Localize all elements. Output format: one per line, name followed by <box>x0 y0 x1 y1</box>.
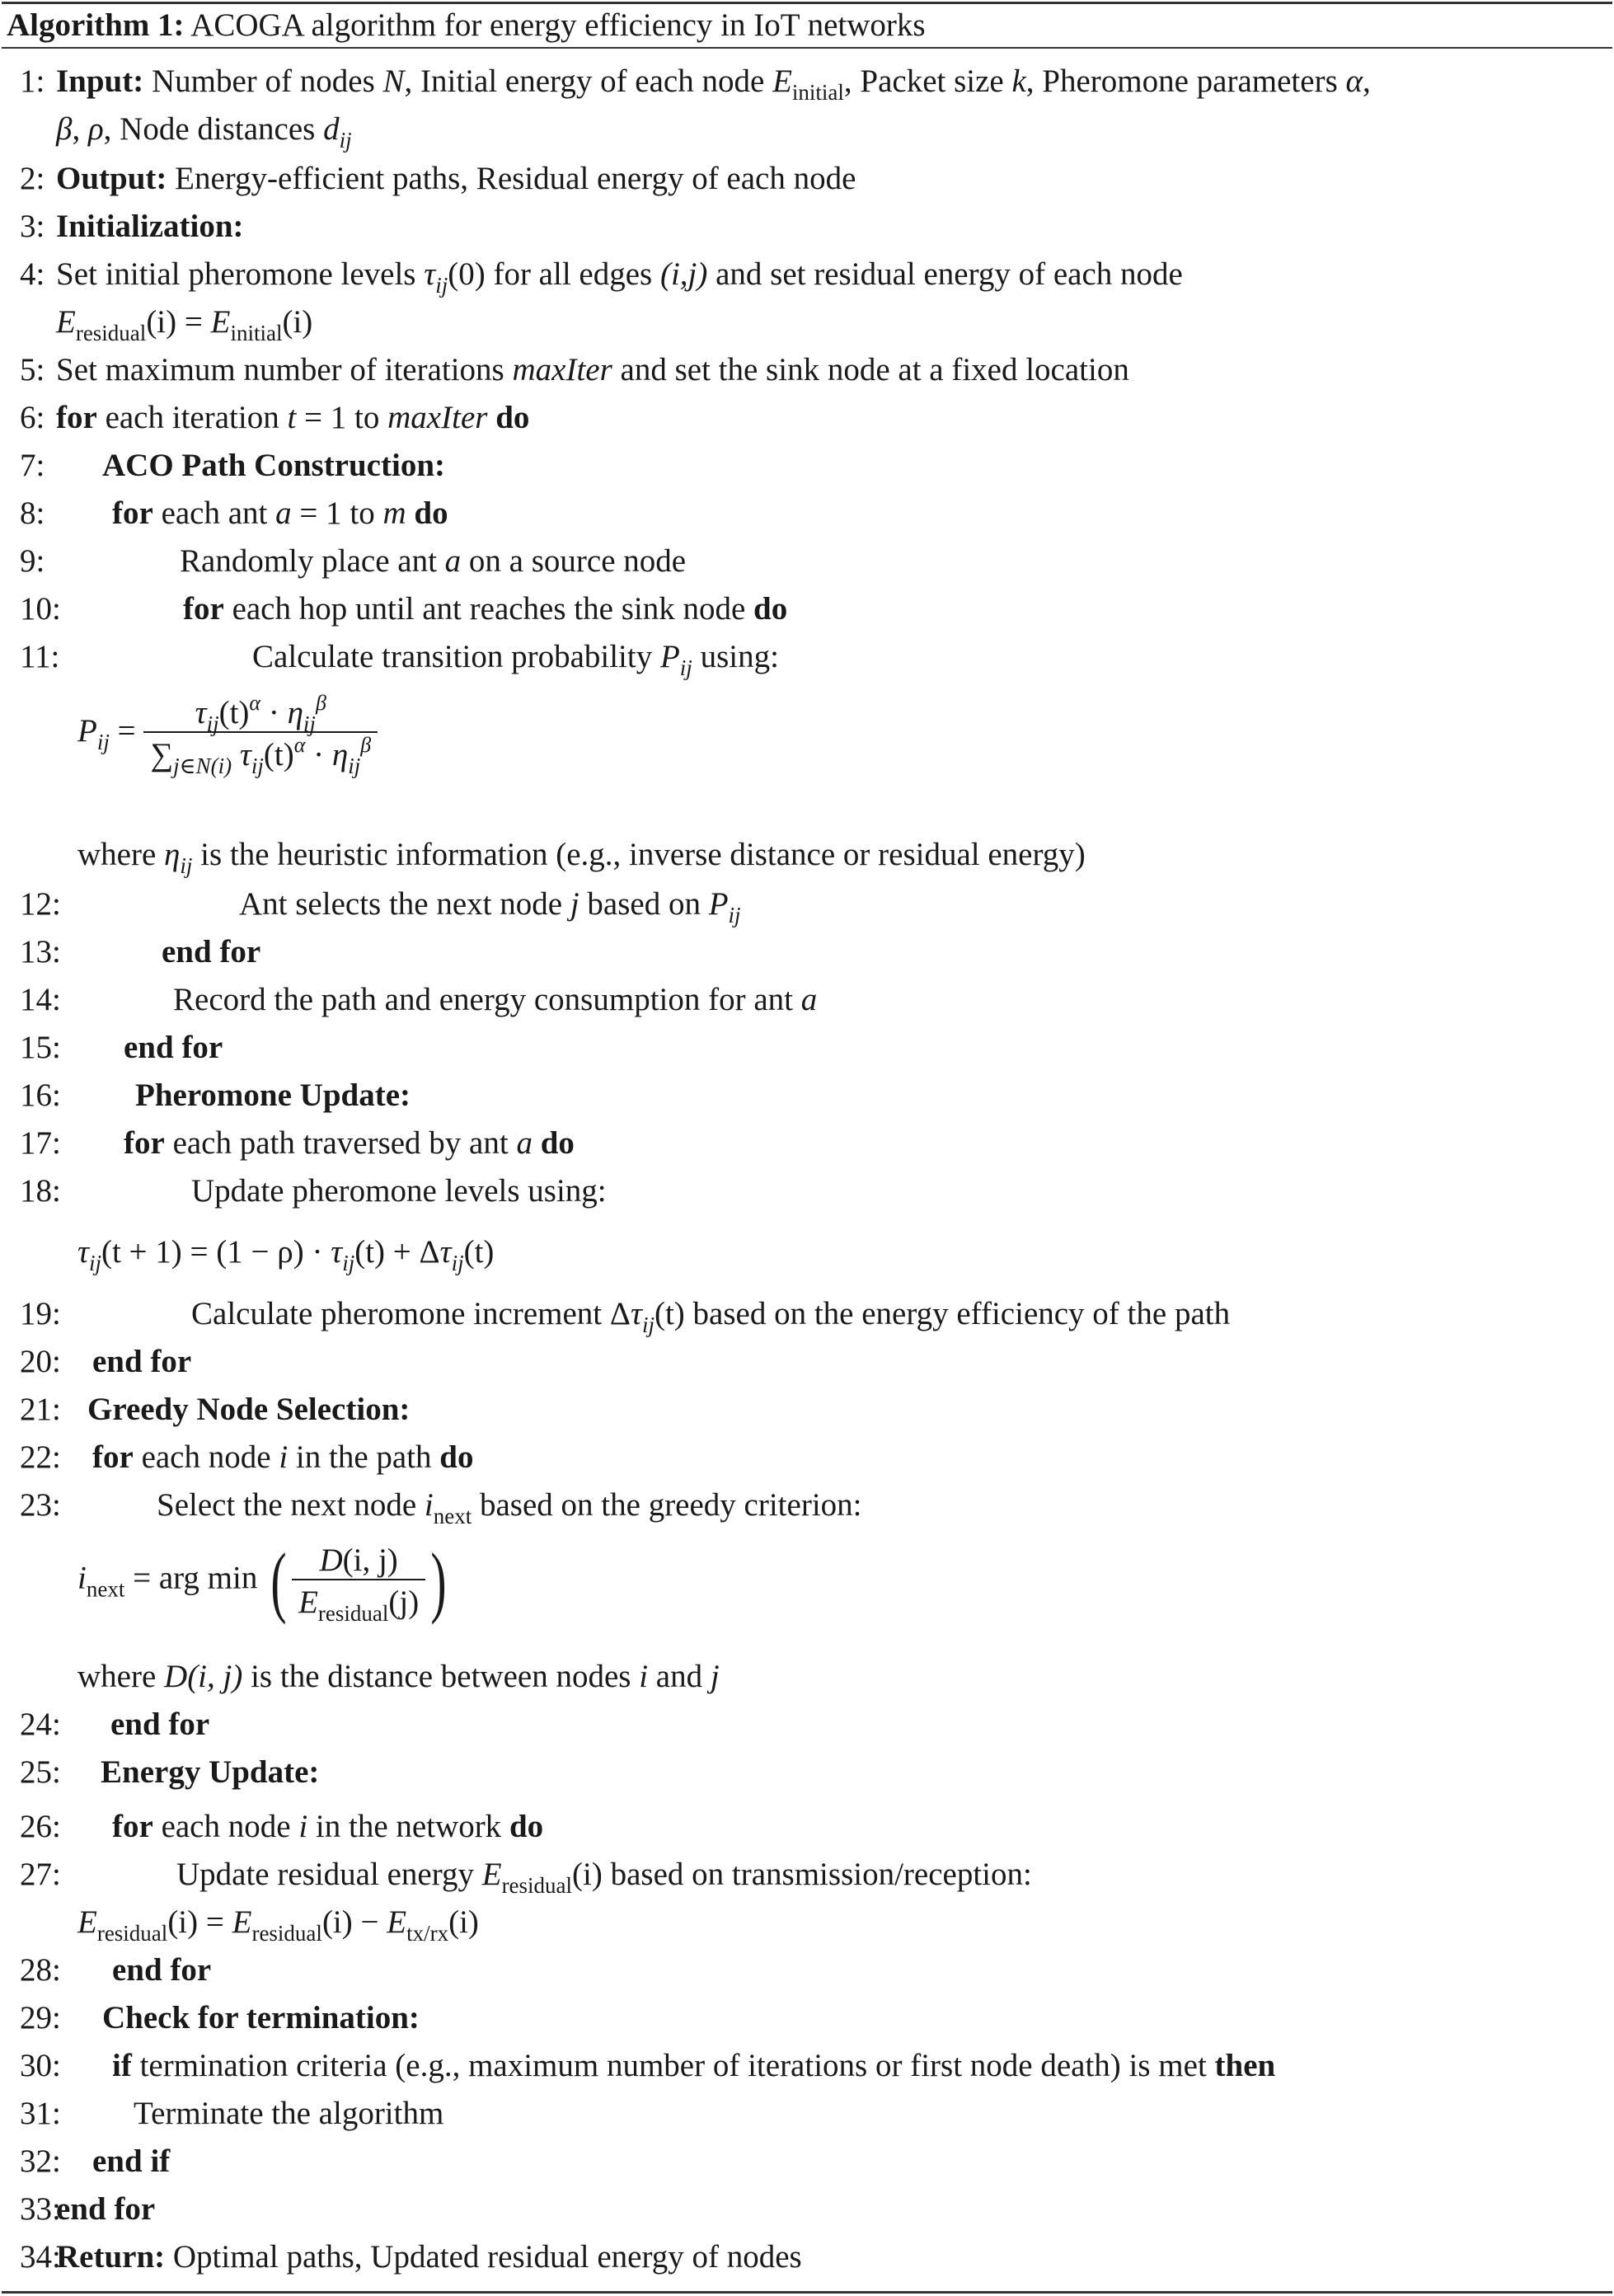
line-number: 1: <box>20 63 45 99</box>
symbol: τ <box>195 695 207 730</box>
text: Optimal paths, Updated residual energy of nodes <box>165 2239 802 2275</box>
numerator <box>143 691 378 736</box>
subscript: ij <box>641 1312 655 1337</box>
symbol: i <box>77 1560 87 1596</box>
symbol: a <box>275 495 292 531</box>
text: Record the path and energy consumption for ant <box>173 982 801 1017</box>
symbol: = <box>133 1560 152 1596</box>
text: based on the greedy criterion: <box>472 1487 862 1523</box>
subscript: ij <box>88 1251 101 1275</box>
line-number: 25: <box>20 1754 61 1790</box>
subscript: residual <box>251 1921 322 1946</box>
symbol: η <box>331 737 349 772</box>
keyword: end for <box>124 1030 223 1065</box>
symbol: maxIter <box>512 352 612 387</box>
equation-transition-probability <box>77 691 378 778</box>
symbol: = <box>117 712 136 749</box>
keyword: Check for termination: <box>102 2000 420 2035</box>
symbol: (i) <box>448 1904 479 1940</box>
line-number: 31: <box>20 2096 61 2131</box>
line-number: 30: <box>20 2048 61 2083</box>
symbol: (i) <box>146 304 177 340</box>
text: for all edges <box>485 256 660 292</box>
line-number: 14: <box>20 982 61 1017</box>
text: in the path <box>288 1439 440 1475</box>
line-number: 32: <box>20 2143 61 2179</box>
symbol: d <box>323 111 340 147</box>
line-number: 24: <box>20 1707 61 1742</box>
keyword: do <box>414 495 448 531</box>
text: where <box>77 1659 165 1694</box>
keyword: end for <box>56 2191 156 2227</box>
symbol: E <box>210 304 231 340</box>
symbol: τ <box>331 1234 343 1270</box>
text: and <box>648 1659 711 1694</box>
superscript: α <box>249 691 261 715</box>
subscript: tx/rx <box>406 1921 449 1946</box>
line-number: 34: <box>20 2239 61 2275</box>
fraction <box>292 1542 425 1626</box>
symbol: E <box>772 63 792 99</box>
subscript: ij <box>303 711 316 736</box>
line-number: 21: <box>20 1392 61 1427</box>
subscript: initial <box>791 80 844 105</box>
text: is the heuristic information (e.g., inverse distance or residual energy) <box>192 837 1086 872</box>
symbol: E <box>481 1857 502 1892</box>
keyword: Energy Update: <box>101 1754 320 1790</box>
symbol: (i) <box>572 1857 603 1892</box>
equation-greedy <box>77 1535 452 1627</box>
symbol: (j) <box>388 1584 420 1620</box>
keyword: for <box>124 1125 165 1161</box>
text: is the distance between nodes <box>242 1659 640 1694</box>
caption-title: ACOGA algorithm for energy efficiency in IoT networks <box>190 7 926 43</box>
symbol: · <box>312 1234 323 1270</box>
line-1-cont <box>56 108 352 151</box>
symbol: (t) <box>263 737 294 772</box>
text: Calculate pheromone increment <box>191 1296 610 1331</box>
caption-label: Algorithm 1: <box>7 7 185 43</box>
symbol: · <box>268 695 279 730</box>
text: Ant selects the next node <box>239 886 570 922</box>
line-number: 27: <box>20 1857 61 1892</box>
symbol: = <box>184 304 203 340</box>
keyword: Output: <box>56 161 167 196</box>
text: and set residual energy of each node <box>707 256 1183 292</box>
line-number: 8: <box>20 495 45 531</box>
symbol: η <box>287 695 303 730</box>
symbol: arg min <box>158 1560 258 1596</box>
text: based on <box>579 886 709 922</box>
text: Energy-efficient paths, Residual energy of each node <box>167 161 856 196</box>
symbol: m <box>382 495 406 531</box>
equation-energy-update <box>77 1901 479 1944</box>
subscript: j∈N(i) <box>173 754 232 778</box>
subscript: ij <box>339 128 352 153</box>
text: where <box>77 837 165 872</box>
symbol: (i) <box>167 1904 199 1940</box>
line-number: 6: <box>20 400 45 435</box>
symbol: τ <box>424 256 436 292</box>
equation-pheromone-update <box>77 1231 494 1274</box>
symbol: N <box>382 63 405 99</box>
keyword: for <box>112 1809 153 1844</box>
text: each node <box>152 1809 299 1844</box>
subscript: next <box>86 1576 125 1602</box>
keyword: Pheromone Update: <box>135 1078 411 1113</box>
denominator <box>143 731 378 778</box>
symbol: D(i, j) <box>164 1659 243 1694</box>
keyword: then <box>1214 2048 1276 2083</box>
text: Set initial pheromone levels <box>56 256 425 292</box>
text: Update residual energy <box>176 1857 482 1892</box>
line-number: 11: <box>20 639 60 674</box>
symbol: · <box>313 737 325 772</box>
symbol: (t + 1) <box>101 1234 182 1270</box>
keyword: do <box>753 591 788 627</box>
subscript: ij <box>435 273 448 298</box>
symbol: a <box>516 1125 533 1161</box>
where-heuristic <box>77 833 1086 876</box>
text: = 1 to <box>291 495 383 531</box>
keyword: for <box>56 400 97 435</box>
symbol: + <box>392 1234 411 1270</box>
symbol: E <box>387 1904 407 1940</box>
symbol: Δ <box>419 1234 440 1270</box>
line-number: 33: <box>20 2191 61 2227</box>
superscript: β <box>315 691 326 715</box>
algorithm-caption <box>7 4 926 47</box>
keyword: end for <box>162 934 261 970</box>
subscript: residual <box>96 1921 168 1946</box>
line-number: 10: <box>20 591 61 627</box>
keyword: for <box>112 495 153 531</box>
symbol: β <box>56 111 73 147</box>
symbol: i <box>639 1659 649 1694</box>
text: , <box>72 111 88 147</box>
line-number: 16: <box>20 1078 61 1113</box>
keyword: Return: <box>56 2239 166 2275</box>
symbol: τ <box>77 1234 89 1270</box>
keyword: if <box>112 2048 132 2083</box>
text: , Initial energy of each node <box>404 63 773 99</box>
line-number: 5: <box>20 352 45 387</box>
subscript: initial <box>230 321 283 345</box>
line-number: 17: <box>20 1125 61 1161</box>
symbol: j <box>710 1659 720 1694</box>
symbol: a <box>800 982 818 1017</box>
symbol: α <box>1345 63 1363 99</box>
symbol: (t) <box>354 1234 386 1270</box>
symbol: E <box>56 304 76 340</box>
symbol: (t) <box>218 695 250 730</box>
line-number: 26: <box>20 1809 61 1844</box>
text: each iteration <box>96 400 288 435</box>
text: each node <box>133 1439 279 1475</box>
denominator <box>292 1579 425 1626</box>
subscript: ij <box>96 729 110 754</box>
symbol: P <box>659 639 680 674</box>
text: , Node distances <box>103 111 324 147</box>
keyword: end if <box>92 2143 171 2179</box>
line-number: 23: <box>20 1487 61 1523</box>
text: Select the next node <box>157 1487 425 1523</box>
symbol: ρ <box>87 111 104 147</box>
line-number: 2: <box>20 161 45 196</box>
text: and set the sink node at a fixed location <box>612 352 1129 387</box>
text: , <box>1362 63 1371 99</box>
text: Update pheromone levels using: <box>191 1173 607 1209</box>
symbol: τ <box>439 1234 452 1270</box>
keyword: end for <box>92 1344 192 1379</box>
subscript: next <box>433 1504 472 1528</box>
keyword: for <box>92 1439 134 1475</box>
superscript: α <box>293 733 306 757</box>
left-paren: ( <box>270 1537 287 1625</box>
numerator <box>292 1542 425 1579</box>
text: , Packet size <box>843 63 1012 99</box>
symbol: = <box>205 1904 224 1940</box>
line-number: 13: <box>20 934 61 970</box>
symbol: (t) <box>463 1234 495 1270</box>
keyword: ACO Path Construction: <box>102 448 445 483</box>
text: based on transmission/reception: <box>602 1857 1032 1892</box>
keyword: do <box>509 1809 544 1844</box>
text: on a source node <box>461 543 687 579</box>
symbol: i <box>424 1487 434 1523</box>
symbol: i <box>298 1809 308 1844</box>
text: using: <box>692 639 779 674</box>
line-number: 15: <box>20 1030 61 1065</box>
line-number: 18: <box>20 1173 61 1209</box>
superscript: β <box>360 733 372 757</box>
symbol: j <box>570 886 579 922</box>
line-number: 22: <box>20 1439 61 1475</box>
keyword: Initialization: <box>56 209 244 244</box>
text: in the network <box>307 1809 509 1844</box>
fraction <box>143 691 378 778</box>
symbol: i <box>279 1439 289 1475</box>
symbol: E <box>232 1904 252 1940</box>
symbol: (1 − ρ) <box>216 1234 304 1270</box>
line-number: 19: <box>20 1296 61 1331</box>
keyword: do <box>439 1439 474 1475</box>
symbol: τ <box>630 1296 642 1331</box>
text: termination criteria (e.g., maximum number of iterations or first node death) is met <box>131 2048 1215 2083</box>
line-number: 28: <box>20 1952 61 1988</box>
symbol: a <box>444 543 462 579</box>
keyword: do <box>540 1125 575 1161</box>
caption-rule <box>2 47 1612 49</box>
subscript: ij <box>728 903 741 927</box>
subscript: residual <box>501 1873 573 1898</box>
line-number: 4: <box>20 256 45 292</box>
text: based on the energy efficiency of the path <box>684 1296 1231 1331</box>
keyword: end for <box>110 1707 210 1742</box>
subscript: ij <box>451 1251 464 1275</box>
symbol: maxIter <box>387 400 488 435</box>
subscript: residual <box>317 1600 389 1626</box>
symbol: D <box>319 1542 343 1578</box>
text: each ant <box>152 495 276 531</box>
subscript: ij <box>206 711 219 736</box>
symbol: − <box>360 1904 379 1940</box>
line-number: 3: <box>20 209 45 244</box>
symbol: ∑ <box>150 737 174 772</box>
text: = 1 to <box>296 400 388 435</box>
line-number: 20: <box>20 1344 61 1379</box>
keyword: do <box>495 400 530 435</box>
line-number: 9: <box>20 543 45 579</box>
symbol: E <box>298 1584 318 1620</box>
symbol: E <box>77 1904 97 1940</box>
symbol: Δ <box>609 1296 631 1331</box>
subscript: ij <box>251 754 264 778</box>
right-paren: ) <box>430 1537 447 1625</box>
symbol: k <box>1011 63 1026 99</box>
symbol: P <box>77 712 97 749</box>
keyword: for <box>183 591 224 627</box>
line-number: 7: <box>20 448 45 483</box>
subscript: ij <box>679 655 692 680</box>
subscript: ij <box>342 1251 355 1275</box>
text: , Pheromone parameters <box>1025 63 1346 99</box>
symbol: (i) <box>321 1904 353 1940</box>
symbol: (i,j) <box>659 256 708 292</box>
text: Set maximum number of iterations <box>56 352 513 387</box>
text: Calculate transition probability <box>252 639 660 674</box>
keyword: Greedy Node Selection: <box>87 1392 411 1427</box>
bottom-rule <box>2 2291 1612 2294</box>
text: each hop until ant reaches the sink node <box>223 591 754 627</box>
line-4-cont <box>56 301 312 344</box>
keyword: end for <box>112 1952 212 1988</box>
subscript: residual <box>75 321 147 345</box>
text: Randomly place ant <box>180 543 445 579</box>
symbol: (i, j) <box>342 1542 398 1578</box>
text: each path traversed by ant <box>164 1125 517 1161</box>
text: Number of nodes <box>151 63 383 99</box>
symbol: t <box>287 400 297 435</box>
symbol: (i) <box>282 304 313 340</box>
symbol: τ <box>239 737 251 772</box>
symbol: = <box>190 1234 209 1270</box>
subscript: ij <box>180 853 193 878</box>
where-distance <box>77 1655 720 1698</box>
symbol: (0) <box>448 256 486 292</box>
line-number: 29: <box>20 2000 61 2035</box>
subscript: ij <box>348 754 361 778</box>
text: Terminate the algorithm <box>134 2096 444 2131</box>
keyword-input: Input: <box>56 63 144 99</box>
symbol: (t) <box>654 1296 685 1331</box>
symbol: P <box>708 886 729 922</box>
line-number: 12: <box>20 886 61 922</box>
symbol: η <box>164 837 181 872</box>
